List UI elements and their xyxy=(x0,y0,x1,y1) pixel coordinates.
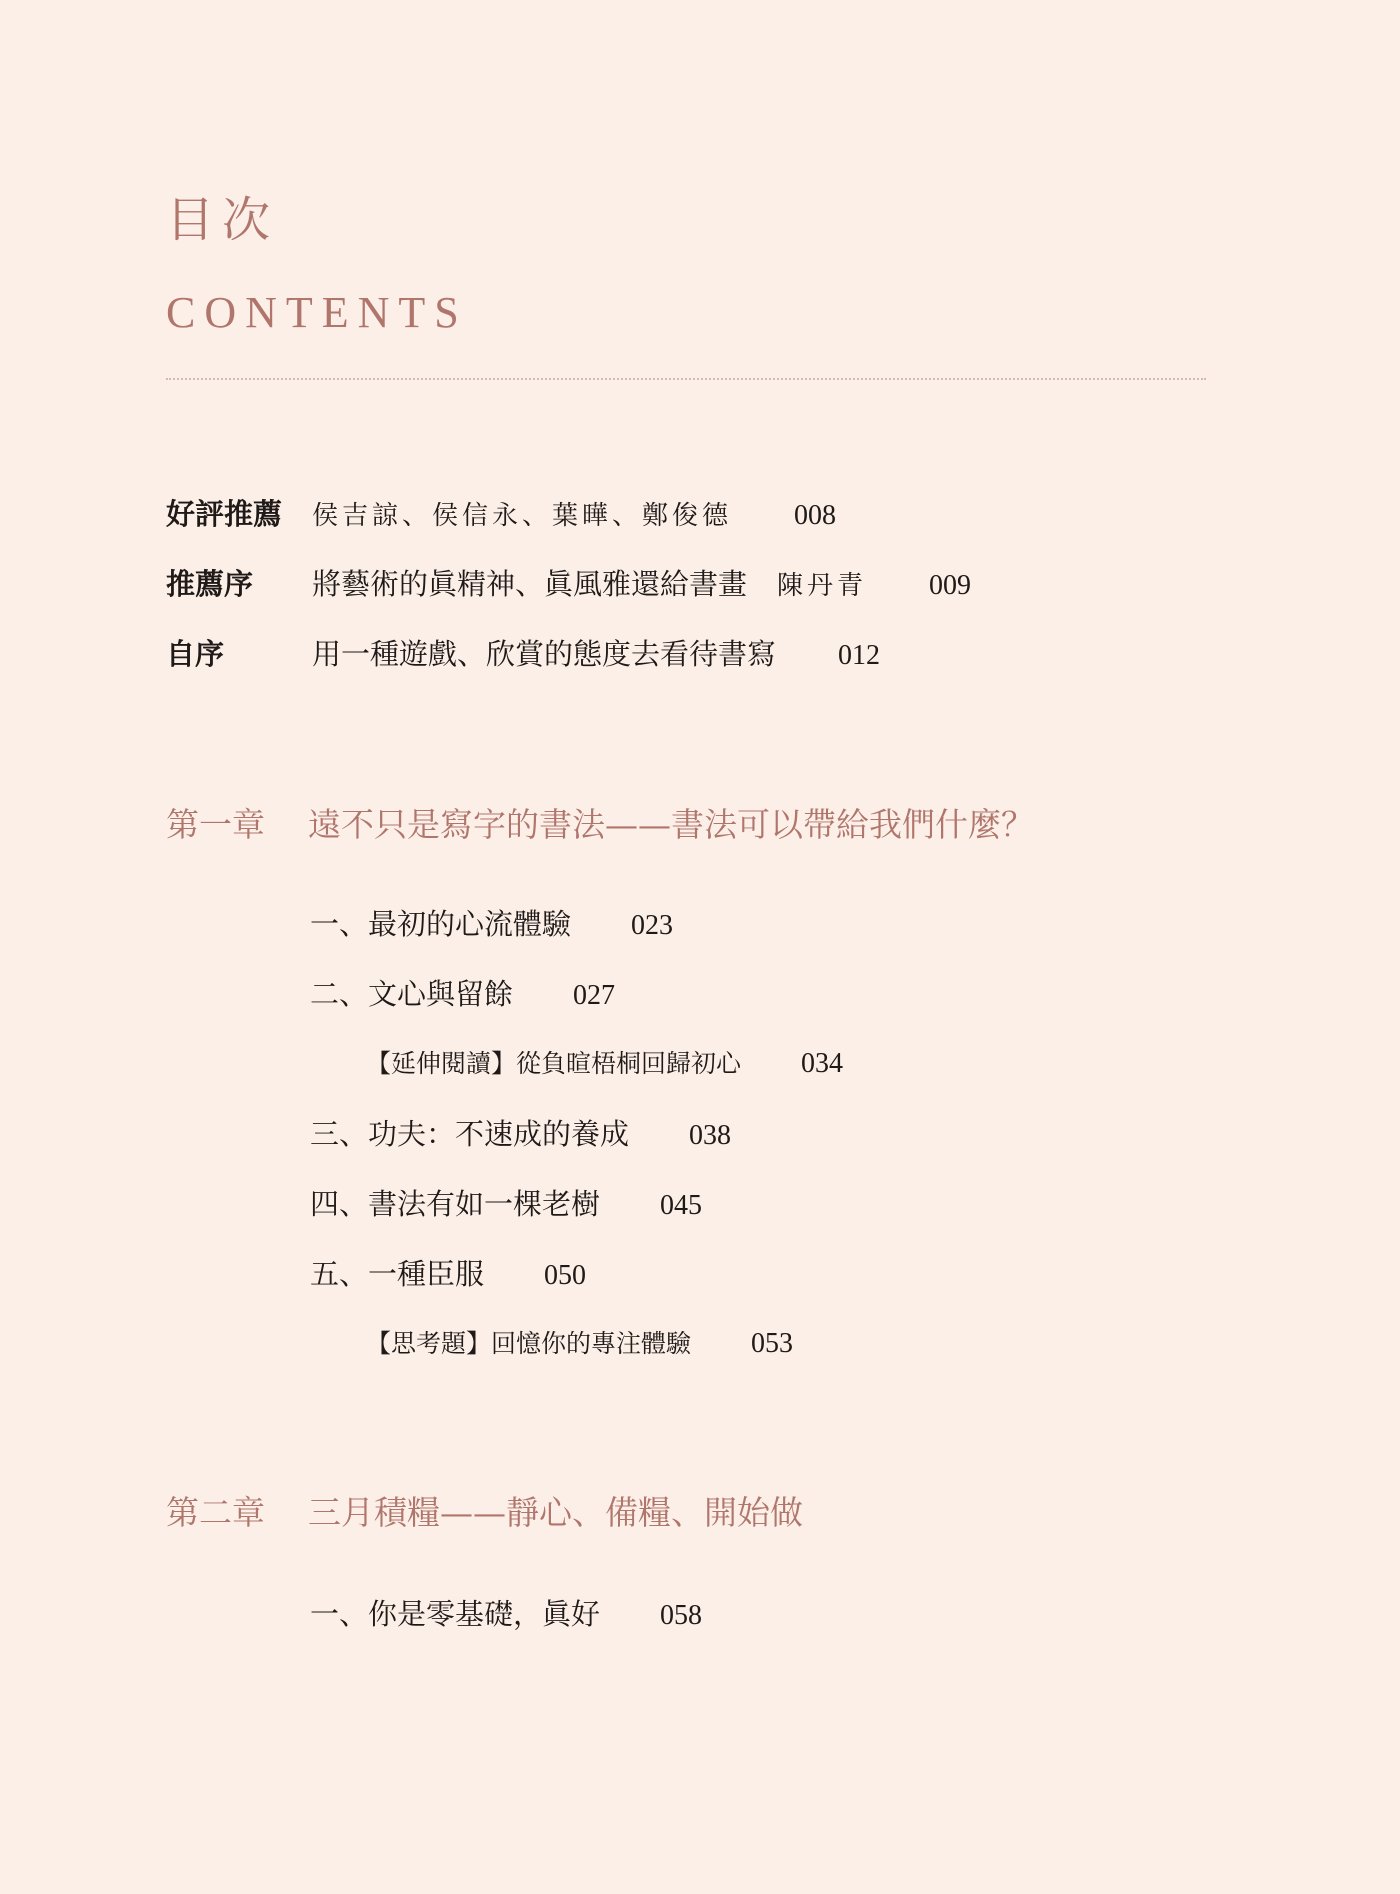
page-title-chinese: 目次 xyxy=(166,192,279,248)
entry-title: 四、書法有如一棵老樹 xyxy=(310,1187,601,1221)
chapter-label: 第二章 xyxy=(166,1493,265,1532)
row-label: 好評推薦 xyxy=(166,497,283,531)
dotted-divider xyxy=(166,378,1206,380)
entry-page-number: 053 xyxy=(751,1328,794,1359)
toc-entry[interactable] xyxy=(310,1594,702,1636)
entry-page-number: 034 xyxy=(801,1048,844,1079)
toc-entry[interactable] xyxy=(310,1114,731,1156)
entry-title: 二、文心與留餘 xyxy=(310,977,514,1011)
toc-row-recommendations[interactable] xyxy=(166,494,836,536)
entry-title: 一、你是零基礎，眞好 xyxy=(310,1597,601,1631)
entry-page-number: 045 xyxy=(660,1190,703,1221)
entry-page-number: 050 xyxy=(544,1260,587,1291)
entry-title: 五、一種臣服 xyxy=(310,1257,485,1291)
row-title: 將藝術的眞精神、眞風雅還給書畫 xyxy=(312,567,748,601)
row-page-number: 008 xyxy=(794,500,837,531)
row-page-number: 012 xyxy=(838,640,881,671)
chapter-label: 第一章 xyxy=(166,805,265,844)
chapter-heading-2[interactable] xyxy=(166,1491,803,1535)
row-label: 自序 xyxy=(166,637,225,671)
toc-sub-entry[interactable] xyxy=(366,1044,843,1084)
toc-entry[interactable] xyxy=(310,1184,702,1226)
toc-entry[interactable] xyxy=(310,904,673,946)
entry-title: 一、最初的心流體驗 xyxy=(310,907,572,941)
entry-title: 三、功夫：不速成的養成 xyxy=(310,1117,630,1151)
row-author: 陳丹青 xyxy=(777,571,868,601)
row-authors: 侯吉諒、侯信永、葉曄、鄭俊德 xyxy=(312,501,733,531)
entry-page-number: 023 xyxy=(631,910,674,941)
row-label: 推薦序 xyxy=(166,567,254,601)
chapter-heading-1[interactable] xyxy=(166,803,1034,847)
toc-sub-entry[interactable] xyxy=(366,1324,793,1364)
toc-row-preface[interactable] xyxy=(166,634,880,676)
chapter-title: 遠不只是寫字的書法——書法可以帶給我們什麼？ xyxy=(308,805,1034,844)
toc-entry[interactable] xyxy=(310,974,615,1016)
toc-entry[interactable] xyxy=(310,1254,586,1296)
row-title: 用一種遊戲、欣賞的態度去看待書寫 xyxy=(312,637,777,671)
toc-row-foreword[interactable] xyxy=(166,564,971,606)
entry-title: 【延伸閱讀】從負暄梧桐回歸初心 xyxy=(366,1049,742,1078)
entry-page-number: 038 xyxy=(689,1120,732,1151)
page-title-english: CONTENTS xyxy=(166,288,468,337)
row-page-number: 009 xyxy=(929,570,972,601)
entry-page-number: 058 xyxy=(660,1600,703,1631)
entry-title: 【思考題】回憶你的專注體驗 xyxy=(366,1329,692,1358)
chapter-title: 三月積糧——靜心、備糧、開始做 xyxy=(308,1493,803,1532)
entry-page-number: 027 xyxy=(573,980,616,1011)
